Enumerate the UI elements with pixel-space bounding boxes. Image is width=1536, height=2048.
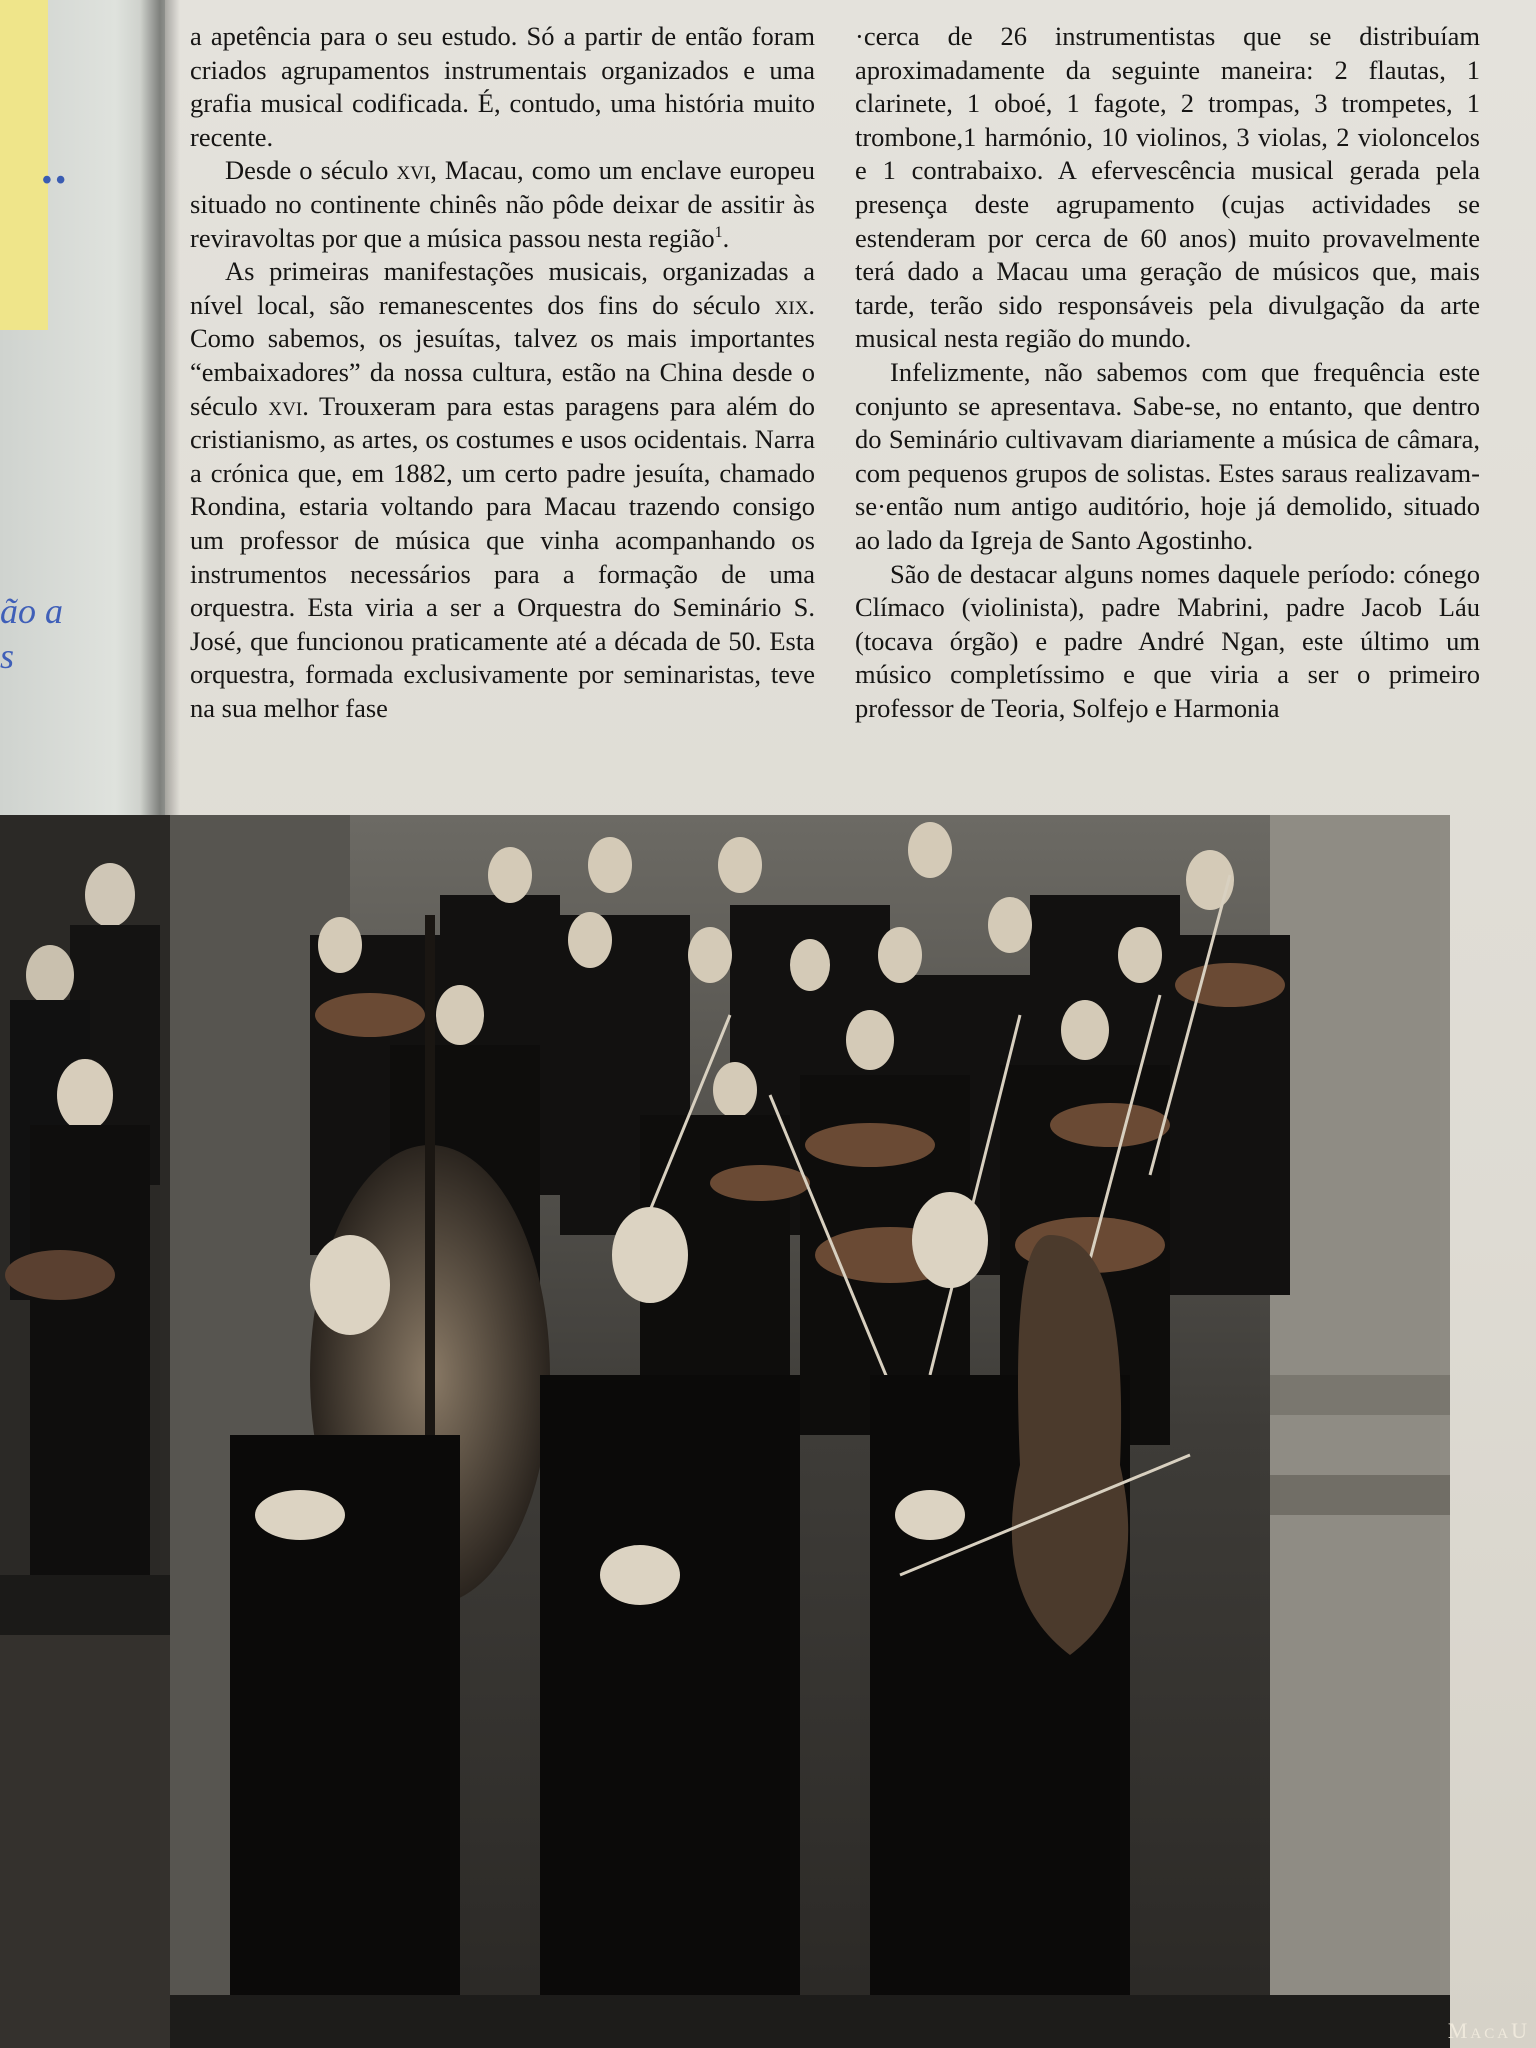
text-span: , Macau, como um enclave europeu situado no continente chinês não pôde deixar de assitir às reviravoltas por que a música passou nesta região [190, 155, 815, 253]
roman-numeral: xix [774, 289, 809, 320]
text-column-right [855, 20, 1480, 725]
text-span: Desde o século [225, 155, 397, 186]
paragraph: Infelizmente, não sabemos com que frequência este conjunto se apresentava. Sabe-se, no entanto, que dentro do Seminário cultivavam diariamente a música de câmara, com pequenos grupos de solistas. Estes saraus realizavam-se·então num antigo auditório, hoje já demolido, situado ao lado da Igreja de Santo Agostinho. [855, 356, 1480, 555]
adjacent-page-text-fragment: ão a [0, 591, 63, 631]
paragraph: ·cerca de 26 instrumentistas que se distribuíam aproximadamente da seguinte maneira: 2 flautas, 1 clarinete, 1 oboé, 1 fagote, 2 trompas, 3 trompetes, 1 trombone,1 harmónio, 10 violinos, 3 violas, 2 violoncelos e 1 contrabaixo. A efervescência musical gerada pela presença deste agrupamento (cujas actividades se estenderam por cerca de 60 anos) muito provavelmente terá dado a Macau uma geração de músicos que, mais tarde, terão sido responsáveis pela divulgação da arte musical nesta região do mundo. [855, 21, 1480, 354]
paragraph [190, 154, 815, 255]
roman-numeral: xvi [396, 155, 431, 186]
text-span: . Como sabemos, os jesuítas, talvez os mais importantes “embaixadores” da nossa cultura, estão na China desde o século [190, 289, 815, 421]
footnote-marker: 1 [714, 223, 723, 241]
text-span: As primeiras manifestações musicais, organizadas a nível local, são remanescentes dos fins do século [190, 256, 815, 320]
roman-numeral: xvi [268, 390, 303, 421]
article-body [190, 20, 1490, 800]
text-column-left [190, 20, 815, 725]
orchestra-photograph [170, 815, 1450, 2048]
adjacent-page-text-fragment: s [0, 636, 15, 676]
magazine-page-mark: MacaU [1447, 2018, 1530, 2043]
decorative-dots: •• [42, 165, 70, 196]
paragraph [190, 255, 815, 725]
text-span: . [722, 222, 730, 253]
sticky-note [0, 0, 48, 330]
photo-continuation-left [0, 815, 170, 2048]
text-span: . Trouxeram para estas paragens para além do cristianismo, as artes, os costumes e usos ocidentais. Narra a crónica que, em 1882, um certo padre jesuíta, chamado Rondina, estaria voltando para Macau trazendo consigo um professor de música que vinha acompanhando os instrumentos necessários para a formação de uma orquestra. Esta viria a ser a Orquestra do Seminário S. José, que funcionou praticamente até a década de 50. Esta orquestra, formada exclusivamente por seminaristas, teve na sua melhor fase [190, 390, 815, 723]
paragraph: a apetência para o seu estudo. Só a partir de então foram criados agrupamentos instrumentais organizados e uma grafia musical codificada. É, contudo, uma história muito recente. [190, 21, 815, 152]
paragraph: São de destacar alguns nomes daquele período: cónego Clímaco (violinista), padre Mabrini, padre Jacob Láu (tocava órgão) e padre André Ngan, este último um músico completíssimo e que viria a ser o primeiro professor de Teoria, Solfejo e Harmonia [855, 558, 1480, 723]
